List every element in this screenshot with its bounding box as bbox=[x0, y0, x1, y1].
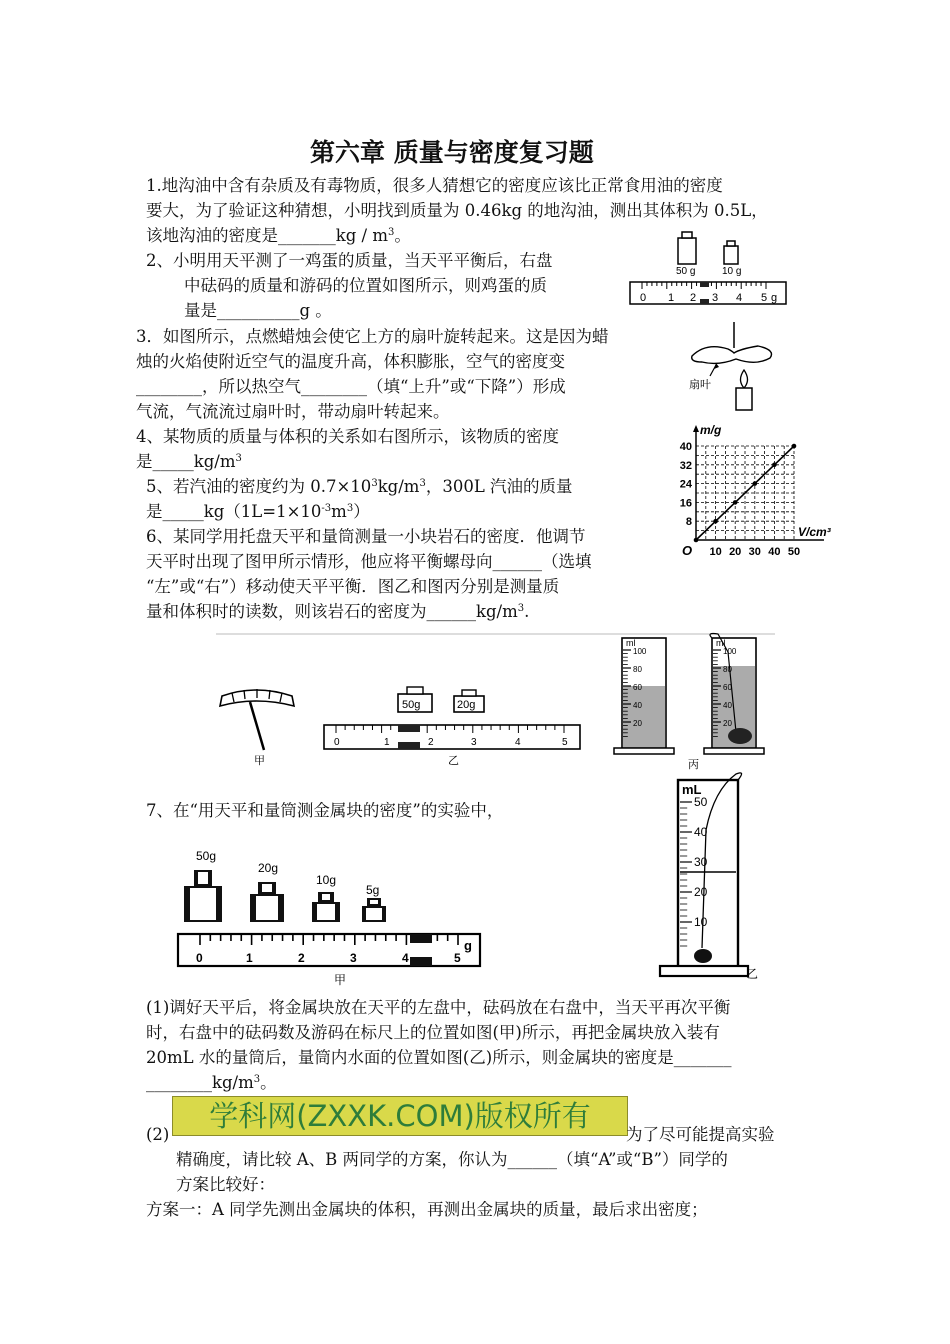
weight-10g-icon bbox=[312, 892, 340, 922]
cylinder-tick-label: 20 bbox=[723, 719, 732, 728]
ruler-label-2: 2 bbox=[298, 951, 305, 965]
fan-blade-icon bbox=[692, 346, 772, 363]
cylinder-unit-ml: mL bbox=[682, 782, 702, 797]
candle-fan-figure bbox=[684, 322, 784, 412]
cylinder-tick-label: 60 bbox=[723, 683, 732, 692]
question-1-line-2: 要大，为了验证这种猜想，小明找到质量为 0.46kg 的地沟油，测出其体积为 0.5L， bbox=[146, 201, 768, 220]
y-tick-label: 16 bbox=[679, 497, 692, 510]
ruler-label-0: 0 bbox=[196, 951, 203, 965]
ruler-unit-g: g bbox=[771, 292, 778, 304]
y-axis-arrow bbox=[693, 425, 699, 432]
metal-block-icon bbox=[694, 949, 712, 963]
question-7-part-2-line-1: 为了尽可能提高实验 bbox=[626, 1125, 775, 1144]
fan-label: 扇叶 bbox=[689, 379, 711, 391]
data-series-line bbox=[696, 446, 794, 540]
question-7-part-1-line-4: $\_\_\_\_\_\_\_\_kg/m^3$。 bbox=[146, 1073, 277, 1092]
weight-label-5g: 5g bbox=[366, 883, 380, 897]
cylinder-tick-label: 80 bbox=[723, 665, 732, 674]
question-4-line-2: 是$\_\_\_\_\_kg/m^3$ bbox=[136, 452, 242, 471]
question-2-line-3: 量是__________g 。 bbox=[184, 301, 332, 320]
question-4-line-1: 4、某物质的质量与体积的关系如右图所示，该物质的密度 bbox=[136, 427, 559, 446]
cylinder-tick-label: 100 bbox=[633, 647, 647, 656]
label-yi: 乙 bbox=[746, 967, 759, 981]
question-5-line-1: 5、若汽油的密度约为 $0.7\times 10^3kg/m^3$，300L 汽油的质量 bbox=[146, 477, 573, 496]
data-point bbox=[792, 444, 797, 449]
weight-label-10g: 10g bbox=[316, 873, 337, 887]
y-tick-label: 32 bbox=[679, 459, 692, 472]
question-7-part-1-line-3: 20mL 水的量筒后，量筒内水面的位置如图(乙)所示，则金属块的密度是_______ bbox=[146, 1048, 732, 1067]
rider-marker bbox=[398, 725, 420, 732]
flame-icon bbox=[741, 370, 748, 388]
weight-label-50g: 50g bbox=[196, 849, 217, 863]
x-tick-label: 10 bbox=[709, 546, 722, 558]
question-7-part-2-prefix: (2) bbox=[146, 1125, 170, 1144]
cylinder-tick-label: 30 bbox=[694, 855, 708, 869]
weight-5g-icon bbox=[362, 898, 386, 922]
question-2-line-1: 2、小明用天平测了一鸡蛋的质量，当天平平衡后，右盘 bbox=[146, 251, 553, 270]
question-6-line-2: 天平时出现了图甲所示情形，他应将平衡螺母向______（选填 bbox=[146, 552, 592, 571]
data-point bbox=[733, 500, 738, 505]
x-tick-label: 50 bbox=[787, 546, 801, 558]
y-tick-label: 40 bbox=[679, 441, 692, 453]
cylinder-tick-label: 20 bbox=[694, 885, 708, 899]
balance-weights-figure bbox=[626, 228, 791, 308]
question-6-line-1: 6、某同学用托盘天平和量筒测量一小块岩石的密度．他调节 bbox=[146, 527, 586, 546]
y-tick-label: 24 bbox=[679, 478, 692, 491]
question-7-part-1-line-2: 时，右盘中的砝码数及游码在标尺上的位置如图(甲)所示，再把金属块放入装有 bbox=[146, 1023, 720, 1042]
rock-icon bbox=[728, 728, 752, 744]
ruler-label-3: 3 bbox=[350, 951, 357, 965]
ruler-label-0: 0 bbox=[334, 737, 340, 748]
question-5-line-2: 是$\_\_\_\_\_kg(1L=1\times 10^{-3}m^3)$ bbox=[146, 502, 370, 521]
ruler-label-3: 3 bbox=[712, 292, 719, 304]
y-axis-label: m/g bbox=[700, 423, 722, 437]
weight-label-20g: 20g bbox=[258, 861, 279, 875]
data-point bbox=[713, 519, 718, 524]
rider-marker bbox=[410, 934, 432, 943]
cylinder-unit-ml: ml bbox=[626, 638, 636, 648]
cylinder-tick-label: 100 bbox=[723, 647, 737, 656]
question-3-line-3: ________，所以热空气________（填“上升”或“下降”）形成 bbox=[136, 377, 566, 396]
question-1-line-1: 1.地沟油中含有杂质及有毒物质，很多人猜想它的密度应该比正常食用油的密度 bbox=[146, 176, 723, 195]
question-7-part-1-line-1: (1)调好天平后，将金属块放在天平的左盘中，砝码放在右盘中，当天平再次平衡 bbox=[146, 998, 731, 1017]
weight-label-20g: 20g bbox=[457, 699, 476, 711]
metal-block-weights-figure bbox=[174, 846, 484, 988]
ruler-label-5: 5 bbox=[562, 737, 568, 748]
cylinder-tick-label: 40 bbox=[633, 701, 642, 710]
cylinder-unit-ml-2: ml bbox=[716, 638, 726, 648]
question-2-line-2: 中砝码的质量和游码的位置如图所示，则鸡蛋的质 bbox=[184, 276, 547, 295]
weight-20g-icon bbox=[250, 882, 284, 922]
question-1-line-3: 该地沟油的密度是_______kg / $m^3$。 bbox=[146, 226, 411, 245]
cylinder-tick-label: 40 bbox=[723, 701, 732, 710]
ruler-label-1: 1 bbox=[246, 951, 253, 965]
x-tick-label: 30 bbox=[748, 546, 761, 558]
cylinder-tick-label: 20 bbox=[633, 719, 642, 728]
ruler-label-1: 1 bbox=[668, 292, 675, 304]
balance-pointer-gauge-icon bbox=[220, 689, 294, 750]
plan-one: 方案一：A 同学先测出金属块的体积，再测出金属块的质量，最后求出密度； bbox=[146, 1200, 708, 1219]
cylinder-tick-label: 40 bbox=[694, 825, 708, 839]
weight-50g-icon bbox=[678, 232, 696, 264]
x-tick-label: 40 bbox=[768, 546, 781, 558]
ruler-label-5: 5 bbox=[761, 292, 768, 304]
ruler-label-5: 5 bbox=[454, 951, 461, 965]
mass-volume-chart bbox=[672, 422, 847, 572]
ruler-label-3: 3 bbox=[471, 737, 477, 748]
cylinder-tick-label: 80 bbox=[633, 665, 642, 674]
rock-density-figure bbox=[212, 632, 777, 772]
y-tick-label: 8 bbox=[685, 516, 692, 529]
ruler-label-4: 4 bbox=[515, 737, 521, 748]
label-jia: 甲 bbox=[254, 755, 265, 767]
data-point bbox=[772, 463, 777, 468]
question-3-line-1: 3．如图所示，点燃蜡烛会使它上方的扇叶旋转起来。这是因为蜡 bbox=[136, 327, 609, 346]
copyright-watermark: 学科网(ZXXK.COM)版权所有 bbox=[172, 1096, 628, 1136]
ruler-label-2: 2 bbox=[690, 292, 697, 304]
ruler-label-2: 2 bbox=[428, 737, 434, 748]
question-6-line-4: 量和体积时的读数，则该岩石的密度为$\_\_\_\_\_\_kg/m^3$. bbox=[146, 602, 530, 621]
question-7-part-2-line-3: 方案比较好： bbox=[176, 1175, 275, 1194]
weight-50g-icon bbox=[184, 870, 222, 922]
page-title: 第六章 质量与密度复习题 bbox=[310, 138, 594, 167]
weight-label-50g: 50g bbox=[402, 699, 421, 711]
question-3-line-4: 气流，气流流过扇叶时，带动扇叶转起来。 bbox=[136, 402, 450, 421]
ruler-label-4: 4 bbox=[402, 951, 409, 965]
weight-10g-icon bbox=[724, 241, 738, 264]
x-axis-label: V/cm³ bbox=[798, 525, 831, 539]
candle-icon bbox=[736, 388, 752, 410]
origin-label: O bbox=[682, 543, 693, 558]
x-tick-label: 20 bbox=[729, 546, 742, 558]
cylinder-tick-label: 10 bbox=[694, 915, 708, 929]
label-jia: 甲 bbox=[334, 973, 347, 987]
weight-label-10g: 10 g bbox=[722, 266, 742, 277]
ruler-unit-g: g bbox=[464, 938, 472, 953]
label-bing: 丙 bbox=[688, 759, 699, 771]
rider-marker bbox=[700, 282, 709, 287]
label-yi: 乙 bbox=[448, 755, 459, 767]
metal-block-cylinder-figure bbox=[654, 770, 764, 982]
data-point bbox=[753, 481, 758, 486]
ruler-label-0: 0 bbox=[640, 292, 647, 304]
weight-label-50g: 50 g bbox=[676, 266, 696, 277]
cylinder-tick-label: 50 bbox=[694, 795, 708, 809]
data-point bbox=[694, 538, 699, 543]
ruler-label-4: 4 bbox=[736, 292, 743, 304]
question-7-part-2-line-2: 精确度，请比较 A、B 两同学的方案，你认为______（填“A”或“B”）同学的 bbox=[176, 1150, 728, 1169]
question-3-line-2: 烛的火焰使附近空气的温度升高，体积膨胀，空气的密度变 bbox=[136, 352, 565, 371]
question-6-line-3: “左”或“右”）移动使天平平衡．图乙和图丙分别是测量质 bbox=[146, 577, 560, 596]
cylinder-tick-label: 60 bbox=[633, 683, 642, 692]
question-7-line-1: 7、在“用天平和量筒测金属块的密度”的实验中， bbox=[146, 801, 504, 820]
ruler-label-1: 1 bbox=[384, 737, 390, 748]
